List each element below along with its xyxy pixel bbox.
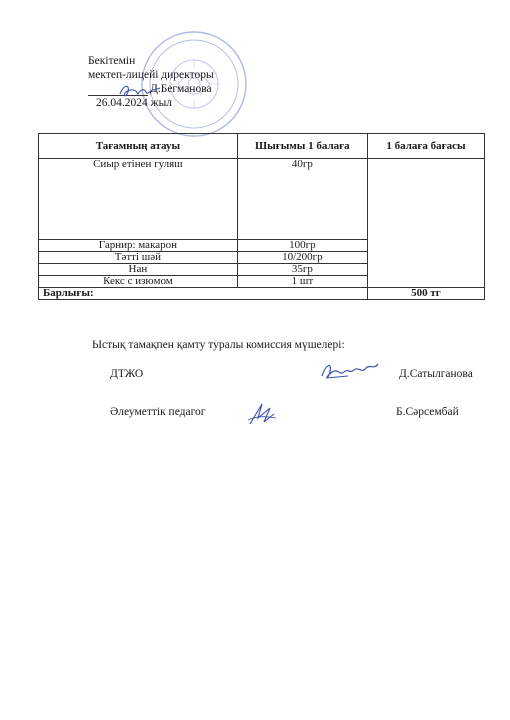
dish-name: Тәтті шәй	[39, 252, 238, 264]
price-cell	[367, 159, 484, 288]
header-yield: Шығымы 1 балаға	[237, 134, 367, 159]
header-price: 1 балаға бағасы	[367, 134, 484, 159]
member-signature	[318, 358, 382, 384]
member-role: Әлеуметтік педагог	[110, 406, 206, 418]
menu-table	[38, 133, 485, 300]
dish-name: Нан	[39, 264, 238, 276]
member-name: Д.Сатылганова	[399, 368, 473, 380]
member-signature	[244, 398, 280, 428]
approval-title: Бекітемін	[88, 55, 136, 67]
dish-yield: 100гр	[237, 240, 367, 252]
dish-name: Гарнир: макарон	[39, 240, 238, 252]
table-header-row	[39, 134, 485, 159]
dish-yield: 40гр	[237, 159, 367, 240]
total-price: 500 тг	[367, 288, 484, 300]
dish-yield: 1 шт	[237, 276, 367, 288]
dish-name: Сиыр етінен гуляш	[39, 159, 238, 240]
approval-date: 26.04.2024 жыл	[96, 97, 173, 109]
header-dish-name: Тағамның атауы	[39, 134, 238, 159]
dish-yield: 10/200гр	[237, 252, 367, 264]
total-label: Барлығы:	[39, 288, 368, 300]
director-signature	[118, 80, 162, 102]
member-name: Б.Сәрсембай	[396, 406, 459, 418]
table-row	[39, 159, 485, 240]
approval-position: мектеп-лицейі директоры	[88, 69, 214, 81]
approval-signer: Д.Бегманова	[150, 83, 212, 95]
total-row	[39, 288, 485, 300]
dish-name: Кекс с изюмом	[39, 276, 238, 288]
dish-yield: 35гр	[237, 264, 367, 276]
commission-heading: Ыстық тамақпен қамту туралы комиссия мүшелері:	[92, 339, 345, 351]
member-role: ДТЖО	[110, 368, 144, 380]
